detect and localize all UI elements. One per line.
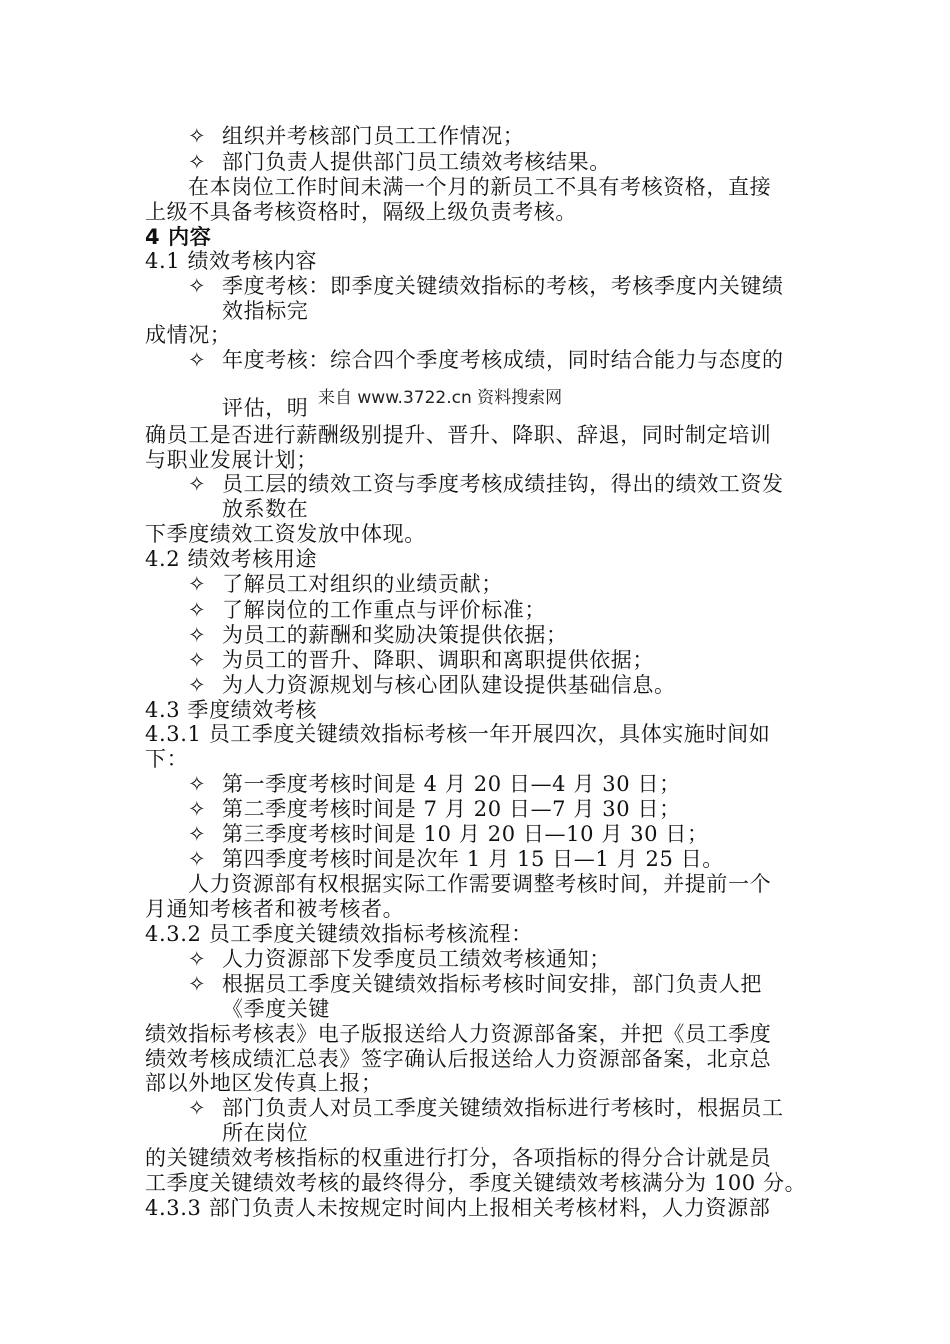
bullet-icon: ✧ bbox=[188, 1096, 206, 1120]
paragraph-line: 下： bbox=[145, 747, 189, 771]
paragraph-line: 月通知考核者和被考核者。 bbox=[145, 897, 405, 921]
paragraph-line: 成情况； bbox=[145, 323, 232, 347]
paragraph-line: 确员工是否进行薪酬级别提升、晋升、降职、辞退，同时制定培训 bbox=[145, 423, 772, 447]
text-line: 组织并考核部门员工工作情况； bbox=[222, 124, 525, 148]
paragraph-line: 在本岗位工作时间未满一个月的新员工不具有考核资格，直接 bbox=[188, 175, 772, 199]
bullet-icon: ✧ bbox=[188, 623, 206, 647]
paragraph-line: 4.3.3 部门负责人未按规定时间内上报相关考核材料，人力资源部 bbox=[145, 1196, 771, 1220]
paragraph-line: 绩效考核成绩汇总表》签字确认后报送给人力资源部备案，北京总 bbox=[145, 1047, 772, 1071]
text-line: 了解员工对组织的业绩贡献； bbox=[222, 572, 503, 596]
bullet-icon: ✧ bbox=[188, 348, 206, 372]
section-heading: 4 内容 bbox=[145, 225, 212, 249]
paragraph-line: 与职业发展计划； bbox=[145, 448, 318, 472]
paragraph-line: 下季度绩效工资发放中体现。 bbox=[145, 522, 426, 546]
text-line: 季度考核：即季度关键绩效指标的考核，考核季度内关键绩 bbox=[222, 274, 784, 298]
text-line: 员工层的绩效工资与季度考核成绩挂钩，得出的绩效工资发 bbox=[222, 472, 784, 496]
paragraph-line: 的关键绩效考核指标的权重进行打分，各项指标的得分合计就是员 bbox=[145, 1146, 772, 1170]
subsection-heading: 4.3.2 员工季度关键绩效指标考核流程： bbox=[145, 922, 533, 946]
paragraph-line: 绩效指标考核表》电子版报送给人力资源部备案，并把《员工季度 bbox=[145, 1022, 772, 1046]
bullet-icon: ✧ bbox=[188, 772, 206, 796]
bullet-icon: ✧ bbox=[188, 598, 206, 622]
text-line: 《季度关键 bbox=[222, 997, 330, 1021]
text-line: 了解岗位的工作重点与评价标准； bbox=[222, 598, 546, 622]
bullet-icon: ✧ bbox=[188, 274, 206, 298]
text-line: 效指标完 bbox=[222, 299, 309, 323]
text-line: 第四季度考核时间是次年 1 月 15 日—1 月 25 日。 bbox=[222, 847, 724, 871]
paragraph-line: 工季度关键绩效考核的最终得分，季度关键绩效考核满分为 100 分。 bbox=[145, 1171, 807, 1195]
text-line: 根据员工季度关键绩效指标考核时间安排，部门负责人把 bbox=[222, 972, 762, 996]
text-line: 为员工的薪酬和奖励决策提供依据； bbox=[222, 623, 568, 647]
text-line: 第一季度考核时间是 4 月 20 日—4 月 30 日； bbox=[222, 772, 681, 796]
bullet-icon: ✧ bbox=[188, 797, 206, 821]
text-line: 所在岗位 bbox=[222, 1121, 309, 1145]
paragraph-line: 人力资源部有权根据实际工作需要调整考核时间，并提前一个 bbox=[188, 872, 772, 896]
bullet-icon: ✧ bbox=[188, 847, 206, 871]
bullet-icon: ✧ bbox=[188, 150, 206, 174]
bullet-icon: ✧ bbox=[188, 673, 206, 697]
bullet-icon: ✧ bbox=[188, 972, 206, 996]
text-line: 为员工的晋升、降职、调职和离职提供依据； bbox=[222, 648, 654, 672]
text-line: 年度考核：综合四个季度考核成绩，同时结合能力与态度的 bbox=[222, 348, 784, 372]
bullet-icon: ✧ bbox=[188, 822, 206, 846]
bullet-icon: ✧ bbox=[188, 472, 206, 496]
text-line: 人力资源部下发季度员工绩效考核通知； bbox=[222, 947, 611, 971]
bullet-icon: ✧ bbox=[188, 648, 206, 672]
subsection-heading: 4.2 绩效考核用途 bbox=[145, 547, 318, 571]
text-line: 第三季度考核时间是 10 月 20 日—10 月 30 日； bbox=[222, 822, 709, 846]
bullet-icon: ✧ bbox=[188, 572, 206, 596]
text-line: 为人力资源规划与核心团队建设提供基础信息。 bbox=[222, 673, 676, 697]
bullet-icon: ✧ bbox=[188, 124, 206, 148]
text-line: 部门负责人对员工季度关键绩效指标进行考核时，根据员工 bbox=[222, 1096, 784, 1120]
text-line: 部门负责人提供部门员工绩效考核结果。 bbox=[222, 150, 611, 174]
paragraph-line: 4.3.1 员工季度关键绩效指标考核一年开展四次，具体实施时间如 bbox=[145, 722, 771, 746]
paragraph-line: 上级不具备考核资格时，隔级上级负责考核。 bbox=[145, 200, 577, 224]
text-line: 放系数在 bbox=[222, 497, 309, 521]
text-line: 第二季度考核时间是 7 月 20 日—7 月 30 日； bbox=[222, 797, 681, 821]
subsection-heading: 4.1 绩效考核内容 bbox=[145, 249, 318, 273]
text-line: 评估，明 bbox=[222, 396, 309, 420]
subsection-heading: 4.3 季度绩效考核 bbox=[145, 698, 318, 722]
paragraph-line: 部以外地区发传真上报； bbox=[145, 1071, 383, 1095]
watermark: 来自 www.3722.cn 资料搜索网 bbox=[318, 388, 563, 408]
bullet-icon: ✧ bbox=[188, 947, 206, 971]
